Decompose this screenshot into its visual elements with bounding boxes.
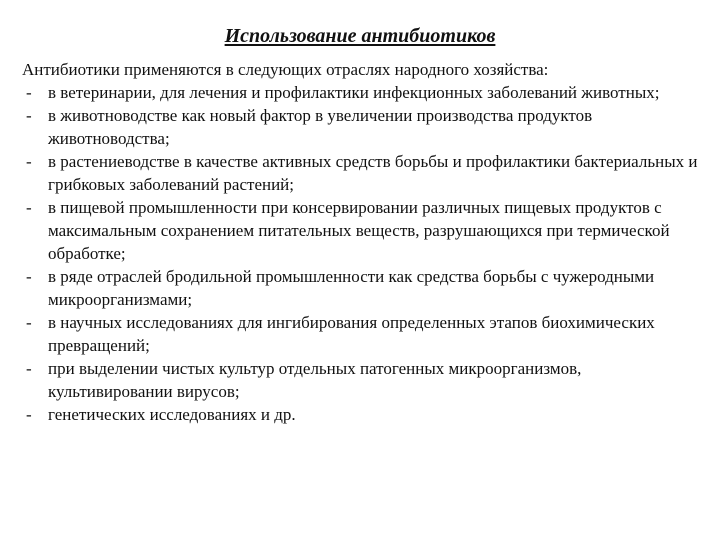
list-item-text: в научных исследованиях для ингибирования определенных этапов биохимических превращений; [48, 313, 655, 355]
dash-bullet: - [26, 359, 32, 378]
list-item [22, 150, 708, 196]
list-item-text: в растениеводстве в качестве активных средств борьбы и профилактики бактериальных и грибковых заболеваний растений; [48, 152, 698, 194]
list-item [22, 104, 708, 150]
dash-bullet: - [26, 313, 32, 332]
list-item-text: генетических исследованиях и др. [48, 405, 296, 424]
list-item-text: в ряде отраслей бродильной промышленности как средства борьбы с чужеродными микроорганизмами; [48, 267, 655, 309]
bullet-list [22, 81, 708, 426]
list-item-text: в пищевой промышленности при консервировании различных пищевых продуктов с максимальным сохранением питательных веществ, разрушающихся при термической обработке; [48, 198, 670, 263]
list-item [22, 81, 708, 104]
dash-bullet: - [26, 83, 32, 102]
list-item [22, 311, 708, 357]
list-item [22, 196, 708, 265]
slide-content [22, 58, 708, 426]
dash-bullet: - [26, 152, 32, 171]
list-item [22, 357, 708, 403]
dash-bullet: - [26, 198, 32, 217]
intro-text: Антибиотики применяются в следующих отраслях народного хозяйства: [22, 60, 549, 79]
list-item [22, 403, 708, 426]
list-item-text: в животноводстве как новый фактор в увеличении производства продуктов животноводства; [48, 106, 593, 148]
dash-bullet: - [26, 267, 32, 286]
list-item-text: при выделении чистых культур отдельных патогенных микроорганизмов, культивировании вирусов; [48, 359, 582, 401]
dash-bullet: - [26, 405, 32, 424]
list-item [22, 265, 708, 311]
list-item-text: в ветеринарии, для лечения и профилактики инфекционных заболеваний животных; [48, 83, 660, 102]
slide-title: Использование антибиотиков [224, 25, 496, 47]
dash-bullet: - [26, 106, 32, 125]
